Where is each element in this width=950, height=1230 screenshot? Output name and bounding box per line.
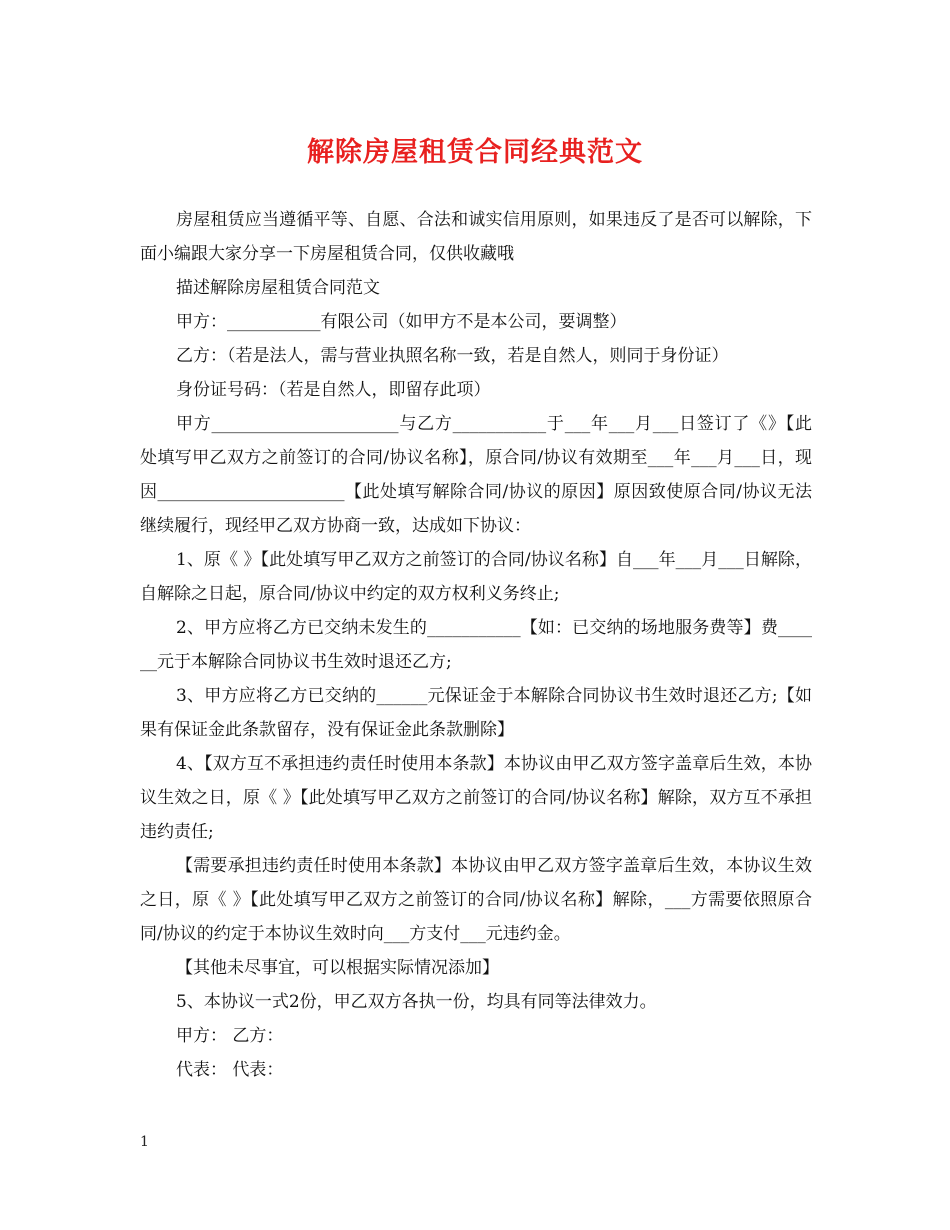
- clause-2: 2、甲方应将乙方已交纳未发生的___________【如：已交纳的场地服务费等】费______元于本解除合同协议书生效时退还乙方;: [140, 618, 812, 672]
- other-matters-note: 【其他未尽事宜，可以根据实际情况添加】: [176, 958, 499, 978]
- clause-5: 5、本协议一式2份，甲乙双方各执一份，均具有同等法律效力。: [176, 992, 657, 1012]
- section-heading: 描述解除房屋租赁合同范文: [176, 278, 380, 298]
- clause-3: 3、甲方应将乙方已交纳的______元保证金于本解除合同协议书生效时退还乙方;【如果有保证金此条款留存，没有保证金此条款删除】: [140, 686, 812, 740]
- id-number-line: 身份证号码：（若是自然人，即留存此项）: [176, 380, 491, 400]
- agreement-preamble: 甲方______________________与乙方___________于___年___月___日签订了《》【此处填写甲乙双方之前签订的合同/协议名称】，原合同/协议有效期至___年___月___日，现因______________________【此处填写解除合同/协议的原因】原因致使原合同/协议无法继续履行，现经甲乙双方协商一致，达成如下协议：: [140, 414, 812, 536]
- party-b-line: 乙方：（若是法人，需与营业执照名称一致，若是自然人，则同于身份证）: [176, 346, 729, 366]
- page-number: 1: [140, 1134, 149, 1150]
- clause-4-alternative: 【需要承担违约责任时使用本条款】本协议由甲乙双方签字盖章后生效，本协议生效之日，原《 》【此处填写甲乙双方之前签订的合同/协议名称】解除，___方需要依照原合同/协议的约定于本协议生效时向___方支付___元违约金。: [140, 856, 812, 944]
- signature-representatives: 代表： 代表：: [176, 1060, 284, 1080]
- clause-4: 4、【双方互不承担违约责任时使用本条款】本协议由甲乙双方签字盖章后生效，本协议生效之日，原《 》【此处填写甲乙双方之前签订的合同/协议名称】解除，双方互不承担违约责任;: [140, 754, 812, 842]
- document-body: [140, 203, 812, 1087]
- signature-parties: 甲方： 乙方：: [176, 1026, 284, 1046]
- clause-1: 1、原《 》【此处填写甲乙双方之前签订的合同/协议名称】自___年___月___日解除，自解除之日起，原合同/协议中约定的双方权利义务终止;: [140, 550, 812, 604]
- party-a-line: 甲方：___________有限公司（如甲方不是本公司，要调整）: [176, 312, 627, 332]
- intro-paragraph: 房屋租赁应当遵循平等、自愿、合法和诚实信用原则，如果违反了是否可以解除，下面小编跟大家分享一下房屋租赁合同，仅供收藏哦: [140, 210, 812, 264]
- document-title: 解除房屋租赁合同经典范文: [307, 137, 643, 168]
